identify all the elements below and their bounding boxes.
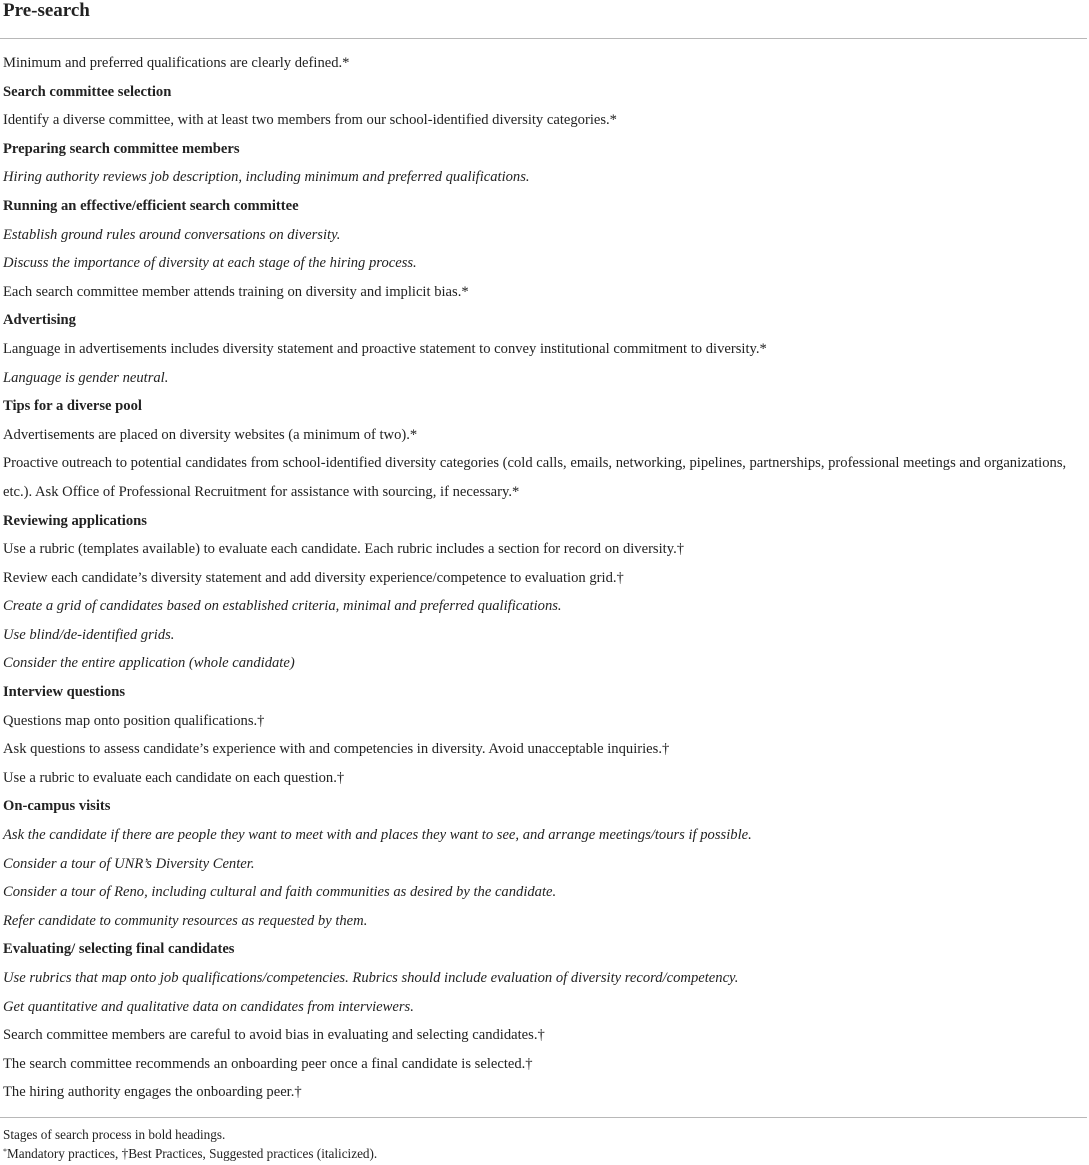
- table-footnotes: [3, 1125, 1083, 1163]
- stage-heading: Preparing search committee members: [3, 140, 240, 157]
- bottom-divider: [0, 1117, 1087, 1118]
- footnote-headings: Stages of search process in bold headings.: [3, 1127, 226, 1142]
- stage-heading: Search committee selection: [3, 83, 172, 100]
- stage-heading: Reviewing applications: [3, 512, 147, 529]
- stage-heading: Advertising: [3, 312, 76, 329]
- practice-item: The hiring authority engages the onboarding peer.†: [3, 1084, 302, 1101]
- practice-item: Review each candidate’s diversity statement and add diversity experience/competence to evaluation grid.†: [3, 569, 624, 586]
- practice-item: Language in advertisements includes diversity statement and proactive statement to convey institutional commitment to diversity.*: [3, 340, 767, 357]
- stage-heading: Interview questions: [3, 684, 126, 701]
- practice-item: Establish ground rules around conversations on diversity.: [3, 226, 341, 243]
- stage-heading: On-campus visits: [3, 798, 111, 815]
- practice-item: Proactive outreach to potential candidates from school-identified diversity categories (cold calls, emails, networking, pipelines, partnerships, professional meetings and organizations, etc.). Ask Office of Professional Recruitment for assistance with sourcing, if necessary.*: [3, 455, 1067, 500]
- practice-item: Questions map onto position qualifications.†: [3, 712, 265, 729]
- practice-item: Consider a tour of Reno, including cultural and faith communities as desired by the candidate.: [3, 884, 557, 901]
- practice-item: Get quantitative and qualitative data on candidates from interviewers.: [3, 998, 414, 1015]
- stage-heading: Tips for a diverse pool: [3, 398, 142, 415]
- practice-item: Use rubrics that map onto job qualifications/competencies. Rubrics should include evaluation of diversity record/competency.: [3, 970, 739, 986]
- practice-item: Refer candidate to community resources as requested by them.: [3, 912, 368, 929]
- practice-item: Use a rubric (templates available) to evaluate each candidate. Each rubric includes a section for record on diversity.†: [3, 541, 685, 558]
- practice-item: Language is gender neutral.: [3, 369, 169, 386]
- practice-item: Consider a tour of UNR’s Diversity Center.: [3, 855, 255, 872]
- practice-item: Identify a diverse committee, with at least two members from our school-identified diversity categories.*: [3, 112, 617, 129]
- practice-list: [3, 49, 1086, 1107]
- practice-item: Hiring authority reviews job description, including minimum and preferred qualifications.: [3, 169, 530, 186]
- practice-item: Search committee members are careful to avoid bias in evaluating and selecting candidates.†: [3, 1027, 545, 1044]
- practice-item: Discuss the importance of diversity at each stage of the hiring process.: [3, 255, 417, 272]
- practice-item: Use a rubric to evaluate each candidate on each question.†: [3, 769, 345, 786]
- practice-item: Advertisements are placed on diversity websites (a minimum of two).*: [3, 426, 418, 443]
- practice-item: Minimum and preferred qualifications are clearly defined.*: [3, 55, 350, 71]
- practice-item: Consider the entire application (whole candidate): [3, 655, 295, 672]
- practice-item: Ask questions to assess candidate’s experience with and competencies in diversity. Avoid unacceptable inquiries.†: [3, 741, 670, 758]
- practice-item: Each search committee member attends training on diversity and implicit bias.*: [3, 283, 469, 300]
- practice-item: Create a grid of candidates based on established criteria, minimal and preferred qualifications.: [3, 598, 562, 615]
- stage-heading: Running an effective/efficient search committee: [3, 197, 299, 214]
- table-title: Pre-search: [3, 0, 90, 21]
- practice-item: Use blind/de-identified grids.: [3, 626, 175, 643]
- practice-item: Ask the candidate if there are people they want to meet with and places they want to see, and arrange meetings/tours if possible.: [3, 827, 752, 844]
- footnote-legend: [3, 1144, 1083, 1163]
- top-divider: [0, 38, 1087, 39]
- footnote-legend-text: Mandatory practices, †Best Practices, Suggested practices (italicized).: [7, 1146, 378, 1161]
- stage-heading: Evaluating/ selecting final candidates: [3, 941, 235, 958]
- practice-item: The search committee recommends an onboarding peer once a final candidate is selected.†: [3, 1055, 533, 1072]
- footnote-marker: *: [3, 1147, 7, 1156]
